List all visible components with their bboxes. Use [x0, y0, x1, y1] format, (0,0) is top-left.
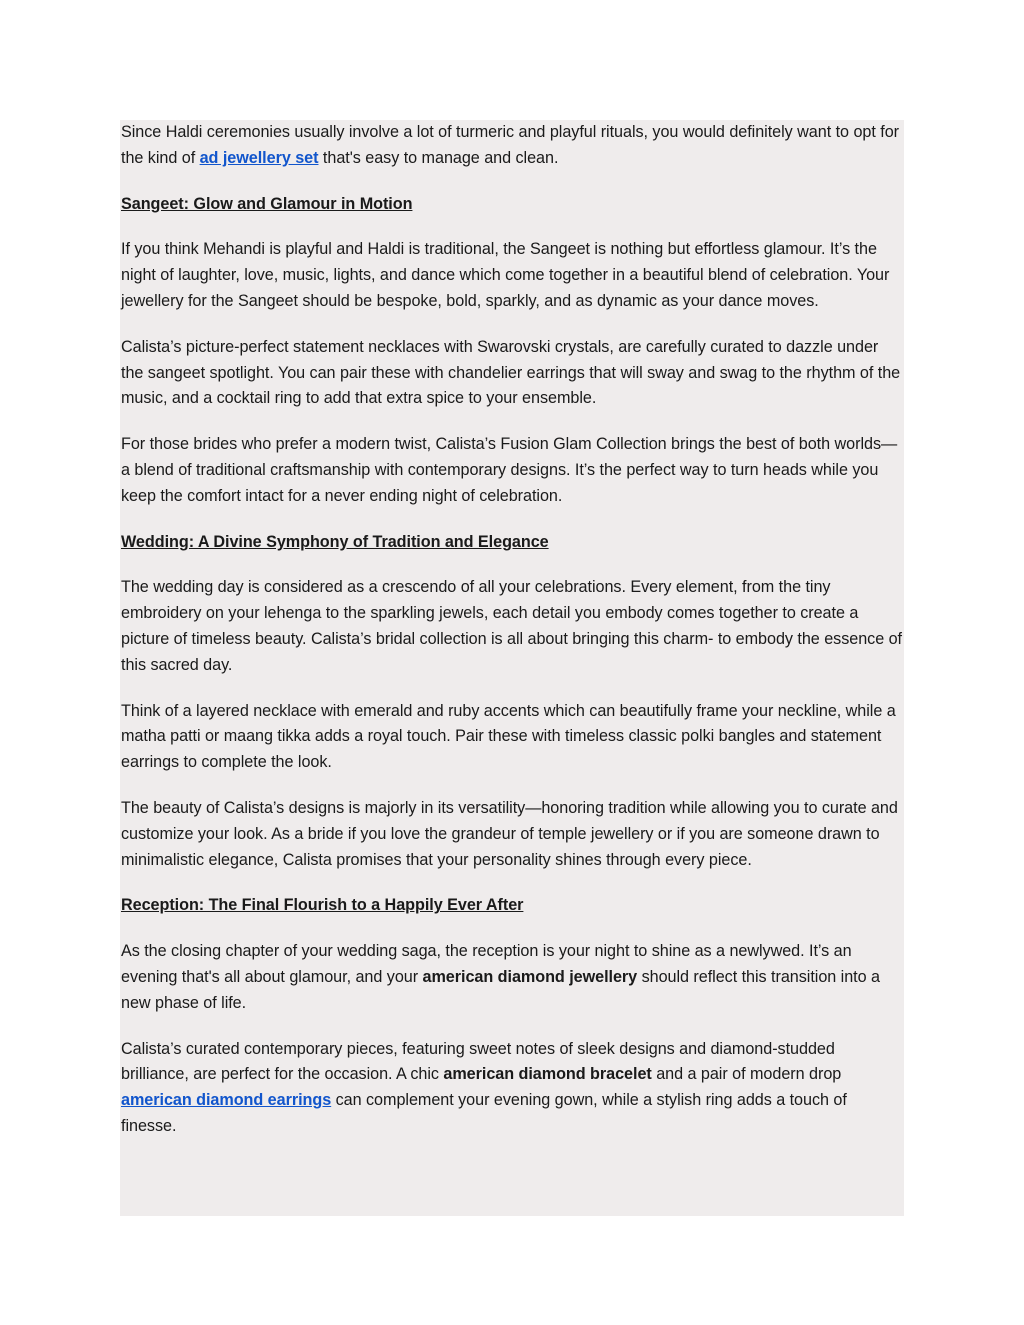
text-run: Think of a layered necklace with emerald and ruby accents which can beautifully frame your neckline, while a matha patti or maang tikka adds a royal touch. Pair these with timeless classic polki bangles and statement earrings to complete the look.	[121, 701, 896, 772]
inline-link[interactable]: ad jewellery set	[199, 148, 319, 167]
section-heading	[121, 530, 904, 556]
text-run: can complement your evening gown, while a stylish ring adds a touch of finesse.	[121, 1091, 847, 1135]
text-run: The beauty of Calista’s designs is majorly in its versatility—honoring tradition while allowing you to curate and customize your look. As a bride if you love the grandeur of temple jewellery or if you are someone drawn to minimalistic elegance, Calista promises that your personality shines through every piece.	[121, 798, 898, 869]
text-run: that's easy to manage and clean.	[318, 148, 559, 167]
text-run: Sangeet: Glow and Glamour in Motion	[121, 194, 413, 213]
article-body	[120, 120, 904, 1216]
text-run: Reception: The Final Flourish to a Happily Ever After	[121, 896, 524, 915]
body-paragraph	[121, 796, 904, 873]
section-heading	[121, 893, 904, 919]
text-run: For those brides who prefer a modern twist, Calista’s Fusion Glam Collection brings the best of both worlds— a blend of traditional craftsmanship with contemporary designs. It’s the perfect way to turn heads while you keep the comfort intact for a never ending night of celebration.	[121, 435, 898, 505]
section-heading	[121, 192, 904, 218]
text-run: Wedding: A Divine Symphony of Tradition and Elegance	[121, 532, 549, 551]
text-run: If you think Mehandi is playful and Haldi is traditional, the Sangeet is nothing but effortless glamour. It’s the night of laughter, love, music, lights, and dance which come together in a beautiful blend of celebration. Your jewellery for the Sangeet should be bespoke, bold, sparkly, and as dynamic as your dance moves.	[121, 240, 890, 310]
text-run: Since Haldi ceremonies usually involve a lot of turmeric and playful rituals, you would definitely want to opt for the kind of	[121, 123, 899, 167]
text-run: Calista’s picture-perfect statement necklaces with Swarovski crystals, are carefully curated to dazzle under the sangeet spotlight. You can pair these with chandelier earrings that will sway and swag to the rhythm of the music, and a cocktail ring to add that extra spice to your ensemble.	[121, 337, 901, 408]
inline-link[interactable]: american diamond earrings	[121, 1091, 332, 1110]
body-paragraph	[121, 120, 904, 172]
text-run: As the closing chapter of your wedding saga, the reception is your night to shine as a newlywed. It’s an evening that's all about glamour, and your	[121, 942, 852, 986]
body-paragraph	[121, 335, 904, 412]
text-run: Calista’s curated contemporary pieces, featuring sweet notes of sleek designs and diamond-studded brilliance, are perfect for the occasion. A chic	[121, 1039, 835, 1084]
bold-keyword: american diamond bracelet	[443, 1065, 652, 1084]
body-paragraph	[121, 432, 904, 509]
body-paragraph	[121, 237, 904, 314]
bold-keyword: american diamond jewellery	[422, 967, 638, 986]
body-paragraph	[121, 939, 904, 1016]
text-run: The wedding day is considered as a crescendo of all your celebrations. Every element, from the tiny embroidery on your lehenga to the sparkling jewels, each detail you embody comes together to create a picture of timeless beauty. Calista’s bridal collection is all about bringing this charm- to embody the essence of this sacred day.	[121, 578, 902, 674]
body-paragraph	[121, 1037, 904, 1140]
text-run: should reflect this transition into a new phase of life.	[121, 967, 880, 1012]
body-paragraph	[121, 699, 904, 776]
body-paragraph	[121, 575, 904, 678]
text-run: and a pair of modern drop	[651, 1065, 842, 1084]
